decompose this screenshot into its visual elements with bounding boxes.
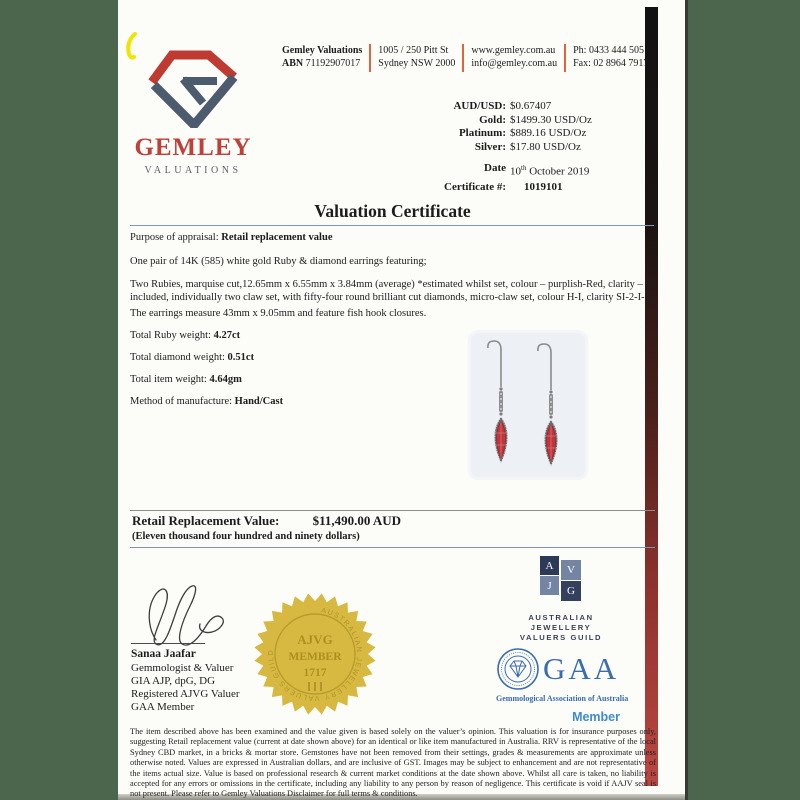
gaa-logo (496, 647, 629, 724)
phone-column (573, 44, 648, 70)
rate-label: AUD/USD: (453, 100, 506, 112)
logo-subtitle: VALUATIONS (144, 165, 242, 176)
rate-label: Gold: (479, 113, 506, 126)
company-column (282, 44, 362, 70)
rate-value: $1499.30 USD/Oz (510, 113, 592, 126)
date-value: 10th October 2019 (510, 164, 590, 178)
email: info@gemley.com.au (471, 58, 558, 69)
web-column (471, 44, 557, 70)
description-paragraph: One pair of 14K (585) white gold Ruby & diamond earrings featuring; (130, 256, 427, 267)
metal-rates (418, 100, 658, 154)
page-title: Valuation Certificate (314, 201, 471, 221)
ajvg-logo (499, 556, 623, 643)
ajvg-square-v: V (561, 560, 581, 580)
rate-value: $0.67407 (510, 100, 552, 112)
spec-line: Total diamond weight: 0.51ct (130, 352, 255, 363)
ajvg-square-g: G (561, 581, 581, 601)
company-name: Gemley Valuations (282, 45, 363, 56)
svg-text:1717: 1717 (303, 667, 327, 679)
ajvg-caption: AUSTRALIAN JEWELLERY VALUERS GUILD (519, 613, 603, 642)
ajvg-squares-icon (540, 556, 582, 604)
svg-text:AUSTRALIAN JEWELLERY VALUERS G: AUSTRALIAN JEWELLERY VALUERS GUILD (265, 605, 365, 704)
spec-line: Method of manufacture: Hand/Cast (130, 396, 284, 407)
gaa-member-label: Member (572, 710, 620, 724)
certificate-page (118, 0, 688, 800)
company-abn: ABN 71192907017 (282, 58, 361, 69)
replacement-value-amount: $11,490.00 AUD (312, 513, 402, 528)
value-rule-top (130, 510, 655, 511)
header-contact-strip (282, 44, 648, 72)
svg-text:AJVG: AJVG (297, 632, 333, 647)
certificate-number: 1019101 (524, 180, 563, 193)
phone: Ph: 0433 444 505 (573, 45, 644, 56)
fax: Fax: 02 8964 7917 (573, 58, 649, 69)
value-rule-bottom (130, 547, 655, 548)
ajvg-gold-seal-icon (253, 592, 377, 716)
earrings-photo (468, 330, 588, 480)
replacement-value-words: (Eleven thousand four hundred and ninety dollars) (132, 531, 360, 542)
rate-value: $17.80 USD/Oz (510, 140, 581, 153)
disclaimer-text: The item described above has been examined and the value given is based solely on the valuer’s opinion. This valuation is for insurance purposes only, suggesting Retail replacement value (current at date shown above) for an identical or like item manufactured in Australia. RRV is representative of the local Sydney CBD market, in a bricks & mortar store. Gemstones have not been removed from their settings, grades & measurements are approximate unless otherwise noted. Values are expressed in Australian dollars, and are inclusive of GST. Images may be subject to enhancement and are not representative of the items actual size. Value is based on professional research & current market conditions at the date shown above. Whilst all care is taken, no liability is accepted for any errors or omissions in the certificate, including any liability to any person by reason of negligence. This certificate is void if AAJV seal is not present. Please refer to Gemley Valuations Disclaimer for full terms & conditions. (130, 727, 656, 799)
rate-label: Silver: (474, 140, 506, 153)
credential-line: Gemmologist & Valuer (131, 662, 234, 674)
measurements-paragraph: The earrings measure 43mm x 9.05mm and feature fish hook closures. (130, 308, 427, 319)
divider (462, 44, 464, 72)
title-rule (130, 225, 654, 226)
credential-line: Registered AJVG Valuer (131, 688, 240, 700)
spec-line: Total item weight: 4.64gm (130, 374, 242, 385)
website: www.gemley.com.au (471, 45, 556, 56)
date-label: Date (484, 162, 506, 174)
stones-paragraph: Two Rubies, marquise cut,12.65mm x 6.55mm x 3.84mm (average) *estimated whilst set, colour – purplish-Red, clarity – included, individually two claw set, with fifty-four round brilliant cut diamonds, micro-claw set, colour H-I, clarity SI-2-I-2. (130, 279, 653, 303)
diamond-g-icon (147, 46, 239, 128)
address-column (378, 44, 455, 70)
earrings-illustration (471, 333, 585, 477)
svg-text:MEMBER: MEMBER (288, 651, 342, 663)
credential-line: GAA Member (131, 701, 195, 713)
signature-line (131, 643, 205, 644)
rate-label: Platinum: (458, 127, 506, 139)
replacement-value-line (132, 513, 401, 529)
divider (369, 44, 371, 72)
valuer-credentials (131, 662, 240, 714)
gemley-logo (128, 46, 258, 176)
signature-icon (126, 578, 238, 652)
gaa-wordmark: GAA (543, 651, 620, 686)
rate-value: $889.16 USD/Oz (510, 127, 587, 139)
valuer-name: Sanaa Jaafar (131, 648, 196, 660)
credential-line: GIA AJP, dpG, DG (131, 675, 216, 687)
ajvg-square-j: J (540, 576, 559, 595)
certificate-number-label: Certificate #: (444, 180, 506, 193)
scan-top-edge (118, 0, 685, 7)
divider (564, 44, 566, 72)
gaa-row (496, 647, 624, 691)
ajvg-square-a: A (540, 556, 559, 575)
gaa-seal-icon (496, 647, 540, 691)
gaa-caption: Gemmological Association of Australia (496, 694, 629, 703)
address-line1: 1005 / 250 Pitt St (378, 45, 449, 56)
date-certificate-block (418, 161, 658, 195)
address-line2: Sydney NSW 2000 (378, 58, 456, 69)
logo-wordmark: GEMLEY (134, 134, 252, 161)
purpose-line: Purpose of appraisal: Retail replacement value (130, 232, 333, 243)
spec-line: Total Ruby weight: 4.27ct (130, 330, 241, 341)
replacement-value-label: Retail Replacement Value: (132, 513, 280, 528)
